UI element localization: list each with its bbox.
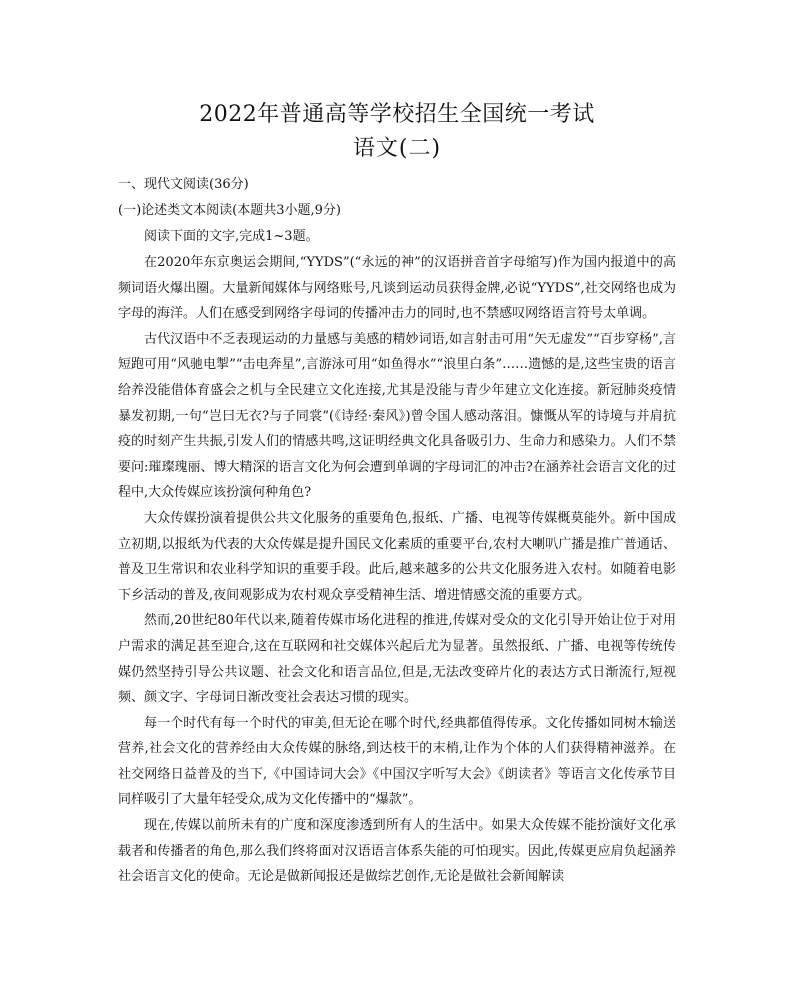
paragraph-2: 古代汉语中不乏表现运动的力量感与美感的精妙词语,如言射击可用“矢无虚发”“百步穿杨”,言短跑可用“风驰电掣”“击电奔星”,言游泳可用“如鱼得水”“浪里白条”……遗憾的是,这些宝贵的语言给养没能借体育盛会之机与全民建立文化连接,尤其是没能与青少年建立文化连接。新冠肺炎疫情暴发初期,一句“岂曰无衣?与子同裳”(《诗经·秦风》)曾令国人感动落泪。慷慨从军的诗境与并肩抗疫的时刻产生共振,引发人们的情感共鸣,这证明经典文化具备吸引力、生命力和感染力。人们不禁要问:璀璨瑰丽、博大精深的语言文化为何会遭到单调的字母词汇的冲击?在涵养社会语言文化的过程中,大众传媒应该扮演何种角色? (118, 331, 676, 501)
reading-instruction: 阅读下面的文字,完成1~3题。 (144, 229, 319, 244)
paragraph-6: 现在,传媒以前所未有的广度和深度渗透到所有人的生活中。如果大众传媒不能扮演好文化承载者和传播者的角色,那么我们终将面对汉语语言体系失能的可怕现实。因此,传媒更应肩负起涵养社会语言文化的使命。无论是做新闻报还是做综艺创作,无论是做社会新闻解读 (118, 818, 676, 885)
exam-subtitle: 语文(二) (352, 136, 442, 161)
paragraph-1: 在2020年东京奥运会期间,“YYDS”(“永远的神”的汉语拼音首字母缩写)作为国内报道中的高频词语火爆出圈。大量新闻媒体与网络账号,凡谈到运动员获得金牌,必说“YYDS”,社交网络也成为字母的海洋。人们在感受到网络字母词的传播冲击力的同时,也不禁感叹网络语言符号太单调。 (118, 255, 676, 322)
paragraph-4: 然而,20世纪80年代以来,随着传媒市场化进程的推进,传媒对受众的文化引导开始让位于对用户需求的满足甚至迎合,这在互联网和社交媒体兴起后尤为显著。虽然报纸、广播、电视等传统传媒仍然坚持引导公共议题、社会文化和语言品位,但是,无法改变碎片化的表达方式日渐流行,短视频、颜文字、字母词日渐改变社会表达习惯的现实。 (118, 613, 676, 706)
exam-title: 2022年普通高等学校招生全国统一考试 (199, 102, 595, 127)
subsection-heading: (一)论述类文本阅读(本题共3小题,9分) (118, 203, 341, 218)
paragraph-3: 大众传媒扮演着提供公共文化服务的重要角色,报纸、广播、电视等传媒概莫能外。新中国成立初期,以报纸为代表的大众传媒是提升国民文化素质的重要平台,农村大喇叭广播是推广普通话、普及卫生常识和农业科学知识的重要手段。此后,越来越多的公共文化服务进入农村。如随着电影下乡活动的普及,夜间观影成为农村观众享受精神生活、增进情感交流的重要方式。 (118, 510, 676, 603)
paragraph-5: 每一个时代有每一个时代的审美,但无论在哪个时代,经典都值得传承。文化传播如同树木输送营养,社会文化的营养经由大众传媒的脉络,到达枝干的末梢,让作为个体的人们获得精神滋养。在社交网络日益普及的当下,《中国诗词大会》《中国汉字听写大会》《朗读者》等语言文化传承节目同样吸引了大量年轻受众,成为文化传播中的“爆款”。 (118, 715, 676, 808)
section-heading: 一、现代文阅读(36分) (118, 177, 249, 192)
